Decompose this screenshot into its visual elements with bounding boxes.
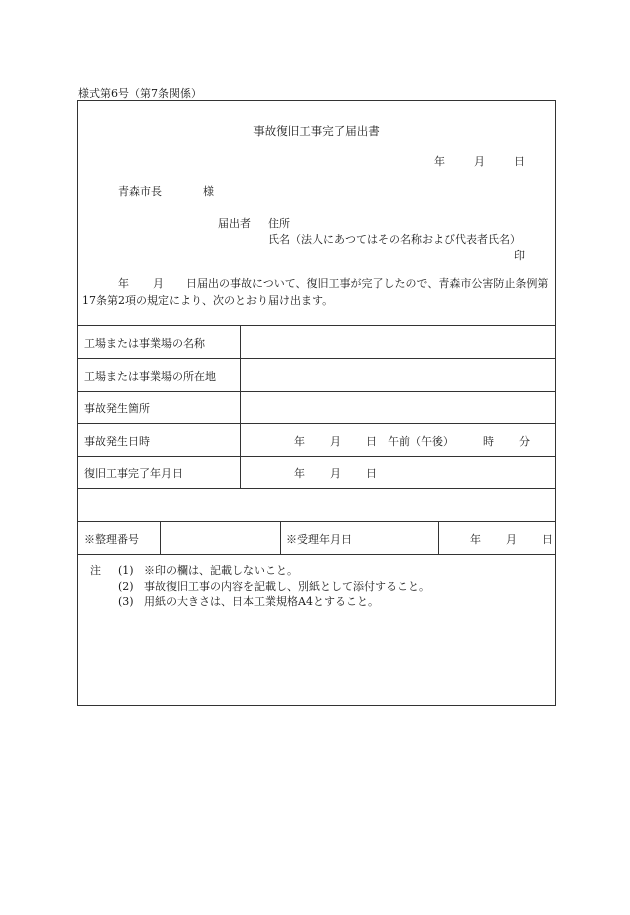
body-statement <box>82 275 552 309</box>
row-label-completion-date: 復旧工事完了年月日 <box>84 467 183 480</box>
accident-datetime-day: 日 <box>366 435 377 448</box>
received-date-year: 年 <box>470 533 481 546</box>
divider <box>78 456 555 457</box>
divider <box>78 488 555 489</box>
form-title: 事故復旧工事完了届出書 <box>253 124 380 138</box>
date-day-label: 日 <box>514 155 525 168</box>
reference-number-label: ※整理番号 <box>84 533 139 546</box>
filer-label: 届出者 <box>218 217 251 230</box>
accident-datetime-year: 年 <box>294 435 305 448</box>
filer-address-label: 住所 <box>268 217 290 230</box>
completion-date-year: 年 <box>294 467 305 480</box>
accident-datetime-month: 月 <box>330 435 341 448</box>
received-date-month: 月 <box>506 533 517 546</box>
row-label-accident-site: 事故発生箇所 <box>84 402 150 415</box>
divider <box>78 423 555 424</box>
divider <box>78 391 555 392</box>
submission-date <box>434 153 525 169</box>
addressee-honorific: 様 <box>203 185 214 198</box>
accident-datetime-minute: 分 <box>519 435 530 448</box>
form-number-label: 様式第6号（第7条関係） <box>78 87 202 100</box>
body-text: 日届出の事故について、復旧工事が完了したので、青森市公害防止条例第17条第2項の規定により、次のとおり届け出ます。 <box>82 277 549 307</box>
divider <box>78 521 555 522</box>
date-year-label: 年 <box>434 155 445 168</box>
accident-datetime-hour: 時 <box>483 435 494 448</box>
reference-number-field[interactable] <box>164 531 276 549</box>
column-divider <box>280 521 281 554</box>
column-divider <box>438 521 439 554</box>
note-text: ※印の欄は、記載しないこと。 <box>144 564 298 577</box>
addressee-name: 青森市長 <box>118 185 162 198</box>
date-month-label: 月 <box>474 155 485 168</box>
notification-form <box>77 100 556 706</box>
divider <box>78 325 555 326</box>
note-number: (3) <box>118 595 134 608</box>
note-text: 事故復旧工事の内容を記載し、別紙として添付すること。 <box>144 579 430 593</box>
column-divider <box>160 521 161 554</box>
seal-mark: 印 <box>514 249 525 262</box>
accident-datetime-ampm: 午前（午後） <box>388 435 454 448</box>
body-year: 年 <box>118 277 129 290</box>
received-date-label: ※受理年月日 <box>286 533 352 546</box>
filer-name-label: 氏名（法人にあつてはその名称および代表者氏名） <box>268 233 521 246</box>
notes <box>90 563 430 610</box>
completion-date-month: 月 <box>330 467 341 480</box>
body-month: 月 <box>153 277 164 290</box>
addressee <box>118 183 214 199</box>
row-label-facility-name: 工場または事業場の名称 <box>84 337 205 350</box>
note-number: (1) <box>118 564 134 577</box>
completion-date-day: 日 <box>366 467 377 480</box>
column-divider <box>240 325 241 488</box>
received-date-day: 日 <box>542 533 553 546</box>
notes-heading: 注 <box>90 564 101 577</box>
note-text: 用紙の大きさは、日本工業規格A4とすること。 <box>144 595 379 608</box>
row-label-accident-datetime: 事故発生日時 <box>84 435 150 448</box>
divider <box>78 554 555 555</box>
divider <box>78 358 555 359</box>
note-number: (2) <box>118 579 134 593</box>
row-label-facility-location: 工場または事業場の所在地 <box>84 370 216 383</box>
